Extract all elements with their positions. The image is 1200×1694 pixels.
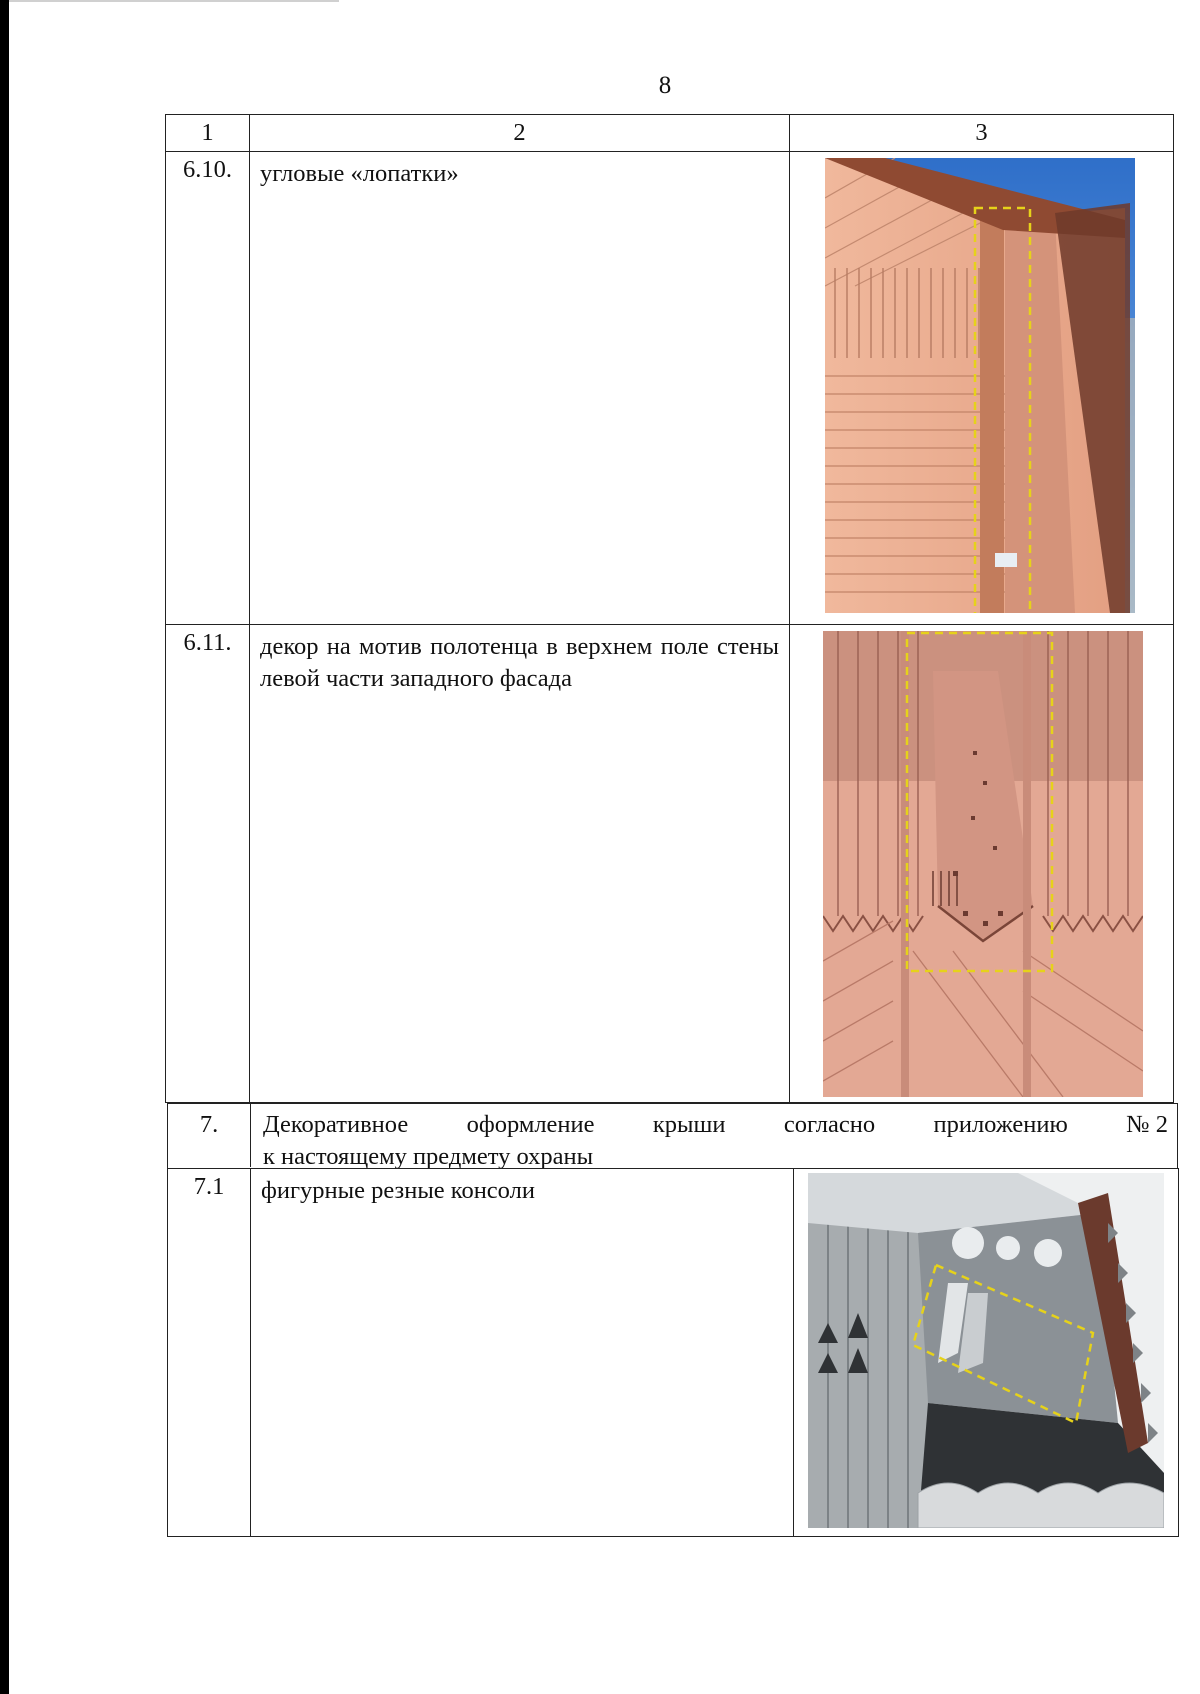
section-word: согласно	[783, 1111, 876, 1138]
objects-table-continued	[167, 1168, 1179, 1537]
row-number: 6.11.	[166, 625, 250, 1103]
row-photo-cell	[790, 152, 1174, 625]
section-7-row	[167, 1103, 1178, 1168]
section-number: 7.	[168, 1104, 251, 1167]
table-row	[168, 1169, 1179, 1537]
photo-towel-decor	[823, 631, 1143, 1097]
section-word: оформление	[466, 1111, 595, 1138]
header-cell-1: 1	[166, 115, 250, 152]
table-header-row	[166, 115, 1174, 152]
section-word: приложению	[933, 1111, 1068, 1138]
photo-carved-brackets	[808, 1173, 1164, 1528]
section-word: крыши	[652, 1111, 726, 1138]
objects-table	[165, 114, 1174, 1103]
section-word: Декоративное	[263, 1111, 409, 1138]
scan-edge	[0, 0, 9, 1694]
row-photo-cell	[794, 1169, 1179, 1537]
page-number: 8	[658, 72, 672, 99]
table-row	[166, 152, 1174, 625]
row-description: фигурные резные консоли	[251, 1169, 794, 1537]
section-word: № 2	[1126, 1111, 1168, 1138]
scan-strip	[9, 0, 339, 2]
header-cell-2: 2	[250, 115, 790, 152]
table-row	[166, 625, 1174, 1103]
section-title-line2: к настоящему предмету охраны	[263, 1143, 594, 1170]
row-number: 7.1	[168, 1169, 251, 1537]
row-description: декор на мотив полотенца в верхнем поле стены левой части западного фасада	[250, 625, 790, 1103]
row-description: угловые «лопатки»	[250, 152, 790, 625]
photo-corner-pilasters	[825, 158, 1135, 613]
row-number: 6.10.	[166, 152, 250, 625]
section-title	[263, 1109, 1168, 1173]
header-cell-3: 3	[790, 115, 1174, 152]
row-photo-cell	[790, 625, 1174, 1103]
